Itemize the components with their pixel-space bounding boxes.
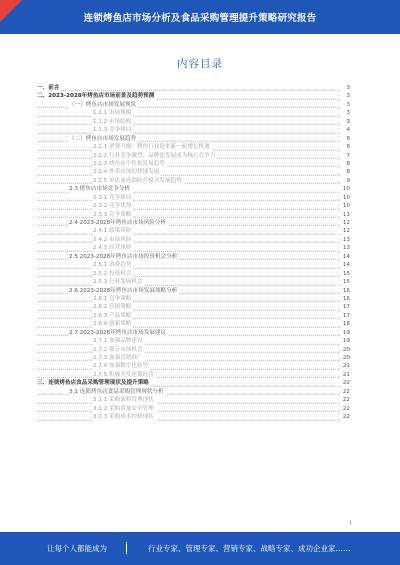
toc-entry-page: 7 <box>346 152 350 159</box>
toc-entry-page: 12 <box>342 220 350 226</box>
toc-entry-label: 2.5.1 消费趋势 <box>93 262 132 269</box>
toc-entry-page: 8 <box>346 160 350 167</box>
toc-entry-page: 19 <box>342 329 350 336</box>
toc-entry-label: 3.1.2 采购质量安全管理 <box>93 405 154 412</box>
toc-entry-page: 11 <box>342 211 350 218</box>
toc-entry-page: 17 <box>342 312 350 319</box>
toc-entry-page: 12 <box>342 228 350 235</box>
toc-entry-page: 22 <box>342 380 350 387</box>
toc-entry-label: 2.6 2023-2028年烤鱼店市场发展战略分析 <box>69 287 178 294</box>
toc-entry-page: 3 <box>346 101 350 108</box>
toc-entry-label: 2.6.1 竞争策略 <box>93 295 132 302</box>
toc-entry-page: 17 <box>342 304 350 311</box>
footer-bar <box>0 532 400 565</box>
toc-entry-page: 3 <box>346 93 350 100</box>
footer-roles: 行业专家、管理专家、营销专家、战略专家、成功企业家…… <box>148 544 351 553</box>
toc-entry-label: （二）烤鱼店市场发展趋势 <box>69 135 137 142</box>
toc-entry-label: 2.7.5 积极开发连锁经营 <box>93 371 154 378</box>
toc-entry[interactable] <box>37 413 350 421</box>
toc-entry-label: 2.6.3 产品策略 <box>93 312 132 319</box>
toc-entry-label: 2.5.2 投资机会 <box>93 270 132 277</box>
toc-entry-page: 6 <box>346 135 350 142</box>
toc-entry-label: 2.2.1 消费升级：烤鱼行业迎来新一轮增长机遇 <box>93 144 210 151</box>
toc-entry-label: 2.6.4 创新策略 <box>93 321 132 328</box>
toc-entry-page: 6 <box>346 144 350 151</box>
toc-entry-label: 2.5.3 行业发展机会 <box>93 279 143 286</box>
toc-entry-label: 2.3.1 竞争格局 <box>93 194 132 201</box>
toc-entry-label: 1.1.1 市场规模 <box>93 110 132 117</box>
toc-entry-label: 二、2023-2028年烤鱼店市场前景及趋势预测 <box>37 93 155 100</box>
toc-entry-page: 3 <box>346 85 350 91</box>
footer-slogan: 让每个人都能成为 <box>47 544 107 553</box>
toc-entry-label: 3.1 连锁烤鱼店食品采购管理现状分析 <box>69 388 164 395</box>
footer-divider <box>126 542 127 554</box>
toc-entry-page: 14 <box>342 253 350 260</box>
toc-entry-label: 2.2.2 行业竞争激烈，品牌化发展成为核心竞争力 <box>93 152 216 159</box>
toc-entry-label: 1.1.3 竞争格局 <box>93 127 132 134</box>
toc-entry-label: 2.7.3 加强营销推广 <box>93 355 143 361</box>
toc-entry-page: 10 <box>342 203 350 210</box>
toc-entry-label: 2.2.5 单店及连锁经营模式发展趋势 <box>93 177 182 184</box>
toc-entry-page: 21 <box>342 363 350 370</box>
toc-entry-label: 2.2.3 烤鱼店个性化发展趋势 <box>93 160 165 167</box>
toc-entry-page: 15 <box>342 270 350 277</box>
header-bar <box>0 0 400 34</box>
toc-entry-label: 2.3.2 竞争优势 <box>93 203 132 210</box>
toc-entry-page: 20 <box>342 355 350 361</box>
toc-entry-label: （一）烤鱼店市场发展现状 <box>69 101 137 108</box>
toc-entry-label: 一、前言 <box>37 85 60 91</box>
toc-entry-label: 2.3.3 竞争策略 <box>93 211 132 218</box>
toc-entry-label: 三、连锁烤鱼店食品采购管理现状及提升策略 <box>37 380 149 387</box>
toc-entry-label: 2.4.2 市场风险 <box>93 236 132 243</box>
toc-entry-label: 1.1.2 市场结构 <box>93 118 132 125</box>
toc-entry-page: 3 <box>346 118 350 125</box>
toc-entry-page: 22 <box>342 397 350 404</box>
toc-entry-page: 4 <box>346 127 350 134</box>
toc-entry-page: 16 <box>342 295 350 302</box>
toc-entry-page: 15 <box>342 279 350 286</box>
toc-entry-page: 14 <box>342 262 350 269</box>
toc-entry-page: 10 <box>342 194 350 201</box>
toc-entry-page: 16 <box>342 287 350 294</box>
toc-entry-page: 22 <box>342 405 350 412</box>
toc-entry-label: 2.7.1 加强品牌建设 <box>93 338 143 345</box>
toc-entry-label: 3.1.1 采购流程管理现状 <box>93 397 154 404</box>
toc-entry-page: 22 <box>342 414 350 421</box>
toc-entry-label: 2.5 2023-2028年烤鱼店市场投资机会分析 <box>69 253 178 260</box>
toc-entry-label: 2.7 2023-2028年烤鱼店市场发展建议 <box>69 329 167 336</box>
report-title: 连锁烤鱼店市场分析及食品采购管理提升策略研究报告 <box>83 13 317 24</box>
toc-entry-label: 2.2.4 外卖市场的快速发展 <box>93 169 160 176</box>
toc-entry-label: 2.3 烤鱼店市场竞争分析 <box>69 186 131 193</box>
toc-entry-label: 2.7.4 加强数字化转型 <box>93 363 149 370</box>
toc-entry-page: 18 <box>342 321 350 328</box>
toc-entry-page: 13 <box>342 245 350 252</box>
toc-entry-page: 13 <box>342 236 350 243</box>
toc-entry-page: 20 <box>342 346 350 353</box>
toc-entry-label: 2.6.2 营销策略 <box>93 304 132 311</box>
toc-entry-label: 2.4.1 政策风险 <box>93 228 132 235</box>
page-number: 1 <box>349 521 352 526</box>
toc-entry-page: 21 <box>342 371 350 378</box>
toc-entry-page: 22 <box>342 388 350 395</box>
toc-title: 内容目录 <box>177 58 223 70</box>
toc-entry-page: 9 <box>346 177 350 184</box>
toc-entry-label: 2.4 2023-2028年烤鱼店市场风险分析 <box>69 220 167 226</box>
toc-leader-dots <box>37 411 340 420</box>
table-of-contents <box>37 84 350 422</box>
toc-entry-label: 3.1.3 采购成本控制现状 <box>93 414 154 421</box>
toc-entry-page: 3 <box>346 110 350 117</box>
toc-entry-page: 10 <box>342 186 350 193</box>
toc-entry-page: 8 <box>346 169 350 176</box>
toc-entry-page: 19 <box>342 338 350 345</box>
toc-entry-label: 2.7.2 细分市场机会 <box>93 346 143 353</box>
toc-entry-label: 2.4.3 经营风险 <box>93 245 132 252</box>
